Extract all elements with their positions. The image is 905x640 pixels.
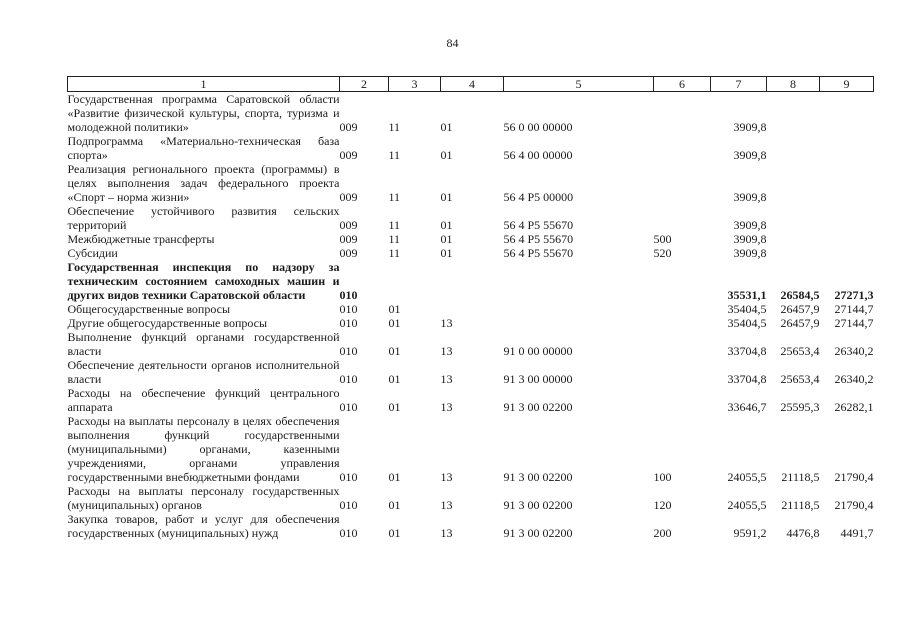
table-row	[68, 316, 874, 330]
row-cell-c2: 010	[339, 288, 358, 302]
table-row	[68, 162, 874, 204]
row-cell-c3: 11	[388, 218, 401, 232]
row-cell-c7: 33704,8	[727, 344, 767, 358]
row-cell-c9: 21790,4	[834, 498, 874, 512]
row-cell-c8	[767, 134, 820, 162]
row-cell-c7: 3909,8	[733, 218, 767, 232]
row-cell-c6	[654, 162, 711, 204]
row-cell-c2: 010	[339, 372, 358, 386]
row-cell-c5: 91 0 00 00000	[503, 344, 573, 358]
row-cell-c6	[654, 386, 711, 414]
row-cell-c6	[654, 316, 711, 330]
row-cell-c7: 35404,5	[727, 316, 767, 330]
row-cell-c5: 56 4 P5 55670	[503, 218, 574, 232]
row-cell-c5	[504, 260, 654, 302]
row-cell-c6	[654, 358, 711, 386]
table-row	[68, 134, 874, 162]
row-cell-c6: 520	[653, 246, 672, 260]
row-cell-c7: 3909,8	[733, 148, 767, 162]
budget-table	[67, 76, 874, 540]
row-cell-c3: 01	[388, 316, 401, 330]
row-cell-c2: 010	[339, 526, 358, 540]
row-name-cell: Государственная инспекция по надзору за техническим состоянием самоходных машин и других видов техники Саратовской области	[67, 260, 340, 302]
table-body	[68, 92, 874, 541]
row-cell-c5: 56 4 P5 00000	[503, 190, 574, 204]
row-cell-c3: 01	[388, 498, 401, 512]
row-cell-c5: 91 3 00 02200	[503, 526, 573, 540]
col-header-3: 3	[389, 77, 441, 92]
row-cell-c7: 33646,7	[727, 400, 767, 414]
row-cell-c8: 26584,5	[780, 288, 820, 302]
row-cell-c5: 56 0 00 00000	[503, 120, 573, 134]
row-cell-c9	[820, 134, 874, 162]
row-cell-c3: 01	[388, 400, 401, 414]
row-name-cell: Государственная программа Саратовской области «Развитие физической культуры, спорта, туризма и молодежной политики»	[67, 92, 340, 134]
row-name-cell: Выполнение функций органами государственной власти	[67, 330, 340, 358]
row-cell-c4: 01	[440, 190, 453, 204]
row-cell-c4: 13	[440, 498, 453, 512]
row-cell-c5	[504, 302, 654, 316]
row-name-cell: Расходы на обеспечение функций центрального аппарата	[67, 386, 340, 414]
row-cell-c9	[820, 162, 874, 204]
row-cell-c6	[654, 330, 711, 358]
row-name-cell: Межбюджетные трансферты	[67, 232, 215, 246]
row-cell-c6: 200	[653, 526, 672, 540]
row-cell-c7: 3909,8	[733, 190, 767, 204]
table-row	[68, 302, 874, 316]
row-cell-c8	[767, 246, 820, 260]
row-cell-c8: 25595,3	[780, 400, 820, 414]
row-name-cell: Общегосударственные вопросы	[67, 302, 231, 316]
row-cell-c4: 01	[440, 120, 453, 134]
row-cell-c2: 009	[339, 232, 358, 246]
row-name-cell: Субсидии	[67, 246, 118, 260]
col-header-9: 9	[820, 77, 874, 92]
row-cell-c5: 91 3 00 02200	[503, 400, 573, 414]
row-cell-c7: 9591,2	[733, 526, 767, 540]
row-cell-c7: 35404,5	[727, 302, 767, 316]
row-cell-c4: 13	[440, 344, 453, 358]
row-name-cell: Другие общегосударственные вопросы	[67, 316, 268, 330]
row-cell-c4: 13	[440, 316, 453, 330]
table-row	[68, 204, 874, 232]
row-cell-c4: 01	[440, 218, 453, 232]
row-cell-c2: 010	[339, 470, 358, 484]
row-cell-c8: 25653,4	[780, 344, 820, 358]
row-cell-c8: 26457,9	[780, 302, 820, 316]
row-cell-c7: 24055,5	[727, 498, 767, 512]
row-cell-c9: 26340,2	[834, 344, 874, 358]
row-cell-c6: 100	[653, 470, 672, 484]
row-cell-c9: 27271,3	[834, 288, 874, 302]
table-row	[68, 92, 874, 135]
row-cell-c5: 91 3 00 00000	[503, 372, 573, 386]
row-cell-c4: 13	[440, 400, 453, 414]
row-cell-c9	[820, 92, 874, 135]
row-cell-c2: 010	[339, 316, 358, 330]
row-cell-c2: 010	[339, 400, 358, 414]
table-row	[68, 386, 874, 414]
row-cell-c8: 25653,4	[780, 372, 820, 386]
col-header-7: 7	[711, 77, 767, 92]
table-row	[68, 232, 874, 246]
table-row	[68, 512, 874, 540]
row-cell-c9	[820, 246, 874, 260]
row-cell-c2: 009	[339, 218, 358, 232]
row-cell-c3: 11	[388, 246, 401, 260]
col-header-4: 4	[441, 77, 504, 92]
table-row	[68, 260, 874, 302]
row-cell-c5: 91 3 00 02200	[503, 498, 573, 512]
row-cell-c3: 11	[388, 120, 401, 134]
row-cell-c7: 3909,8	[733, 246, 767, 260]
row-cell-c3: 01	[388, 526, 401, 540]
col-header-2: 2	[340, 77, 389, 92]
row-cell-c5: 91 3 00 02200	[503, 470, 573, 484]
row-cell-c9: 4491,7	[840, 526, 874, 540]
row-cell-c8: 26457,9	[780, 316, 820, 330]
row-cell-c5: 56 4 P5 55670	[503, 232, 574, 246]
row-cell-c9	[820, 232, 874, 246]
row-cell-c6	[654, 260, 711, 302]
row-cell-c9: 26340,2	[834, 372, 874, 386]
row-cell-c2: 009	[339, 148, 358, 162]
row-cell-c2: 010	[339, 498, 358, 512]
row-cell-c4	[441, 260, 504, 302]
col-header-6: 6	[654, 77, 711, 92]
row-cell-c8: 21118,5	[781, 470, 820, 484]
row-cell-c2: 010	[339, 344, 358, 358]
row-cell-c7: 3909,8	[733, 232, 767, 246]
row-name-cell: Реализация регионального проекта (программы) в целях выполнения задач федерального проекта «Спорт – норма жизни»	[67, 162, 340, 204]
row-cell-c6	[654, 92, 711, 135]
row-cell-c3: 11	[388, 148, 401, 162]
row-cell-c3: 11	[388, 190, 401, 204]
row-cell-c7: 35531,1	[727, 288, 767, 302]
row-cell-c9: 27144,7	[834, 302, 874, 316]
row-cell-c3: 01	[388, 372, 401, 386]
row-cell-c4: 01	[440, 232, 453, 246]
row-cell-c8	[767, 232, 820, 246]
row-cell-c9: 26282,1	[834, 400, 874, 414]
table-row	[68, 330, 874, 358]
row-cell-c6: 500	[653, 232, 672, 246]
row-cell-c8: 21118,5	[781, 498, 820, 512]
row-cell-c4	[441, 302, 504, 316]
row-cell-c4: 13	[440, 372, 453, 386]
row-name-cell: Обеспечение устойчивого развития сельских территорий	[67, 204, 340, 232]
table-row	[68, 358, 874, 386]
row-name-cell: Обеспечение деятельности органов исполнительной власти	[67, 358, 340, 386]
row-cell-c3	[389, 260, 441, 302]
row-cell-c4: 01	[440, 148, 453, 162]
row-cell-c8	[767, 92, 820, 135]
row-cell-c5: 56 4 P5 55670	[503, 246, 574, 260]
row-cell-c8	[767, 162, 820, 204]
row-cell-c3: 01	[388, 470, 401, 484]
page-number: 84	[446, 36, 459, 50]
row-name-cell: Расходы на выплаты персоналу государственных (муниципальных) органов	[67, 484, 340, 512]
row-name-cell: Расходы на выплаты персоналу в целях обеспечения выполнения функций государственными (муниципальными) органами, казенными учреждениями, органами управления государственными внебюджетными фондами	[67, 414, 340, 484]
row-cell-c9: 27144,7	[834, 316, 874, 330]
table-row	[68, 414, 874, 484]
row-cell-c3: 01	[388, 302, 401, 316]
col-header-5: 5	[504, 77, 654, 92]
row-cell-c2: 009	[339, 246, 358, 260]
row-cell-c7: 24055,5	[727, 470, 767, 484]
row-cell-c2: 009	[339, 120, 358, 134]
col-header-1: 1	[68, 77, 340, 92]
row-cell-c7: 3909,8	[733, 120, 767, 134]
row-name-cell: Подпрограмма «Материально-техническая база спорта»	[67, 134, 340, 162]
row-cell-c3: 11	[388, 232, 401, 246]
col-header-8: 8	[767, 77, 820, 92]
row-cell-c9	[820, 204, 874, 232]
row-cell-c2: 009	[339, 190, 358, 204]
row-cell-c9: 21790,4	[834, 470, 874, 484]
row-cell-c2: 010	[339, 302, 358, 316]
table-row	[68, 246, 874, 260]
row-cell-c5: 56 4 00 00000	[503, 148, 573, 162]
row-name-cell: Закупка товаров, работ и услуг для обеспечения государственных (муниципальных) нужд	[67, 512, 340, 540]
row-cell-c8: 4476,8	[786, 526, 820, 540]
row-cell-c7: 33704,8	[727, 372, 767, 386]
table-row	[68, 484, 874, 512]
row-cell-c4: 13	[440, 470, 453, 484]
row-cell-c3: 01	[388, 344, 401, 358]
row-cell-c6	[654, 302, 711, 316]
row-cell-c6: 120	[653, 498, 672, 512]
row-cell-c4: 01	[440, 246, 453, 260]
row-cell-c6	[654, 204, 711, 232]
row-cell-c6	[654, 134, 711, 162]
header-row	[68, 77, 874, 92]
row-cell-c8	[767, 204, 820, 232]
row-cell-c5	[504, 316, 654, 330]
row-cell-c4: 13	[440, 526, 453, 540]
